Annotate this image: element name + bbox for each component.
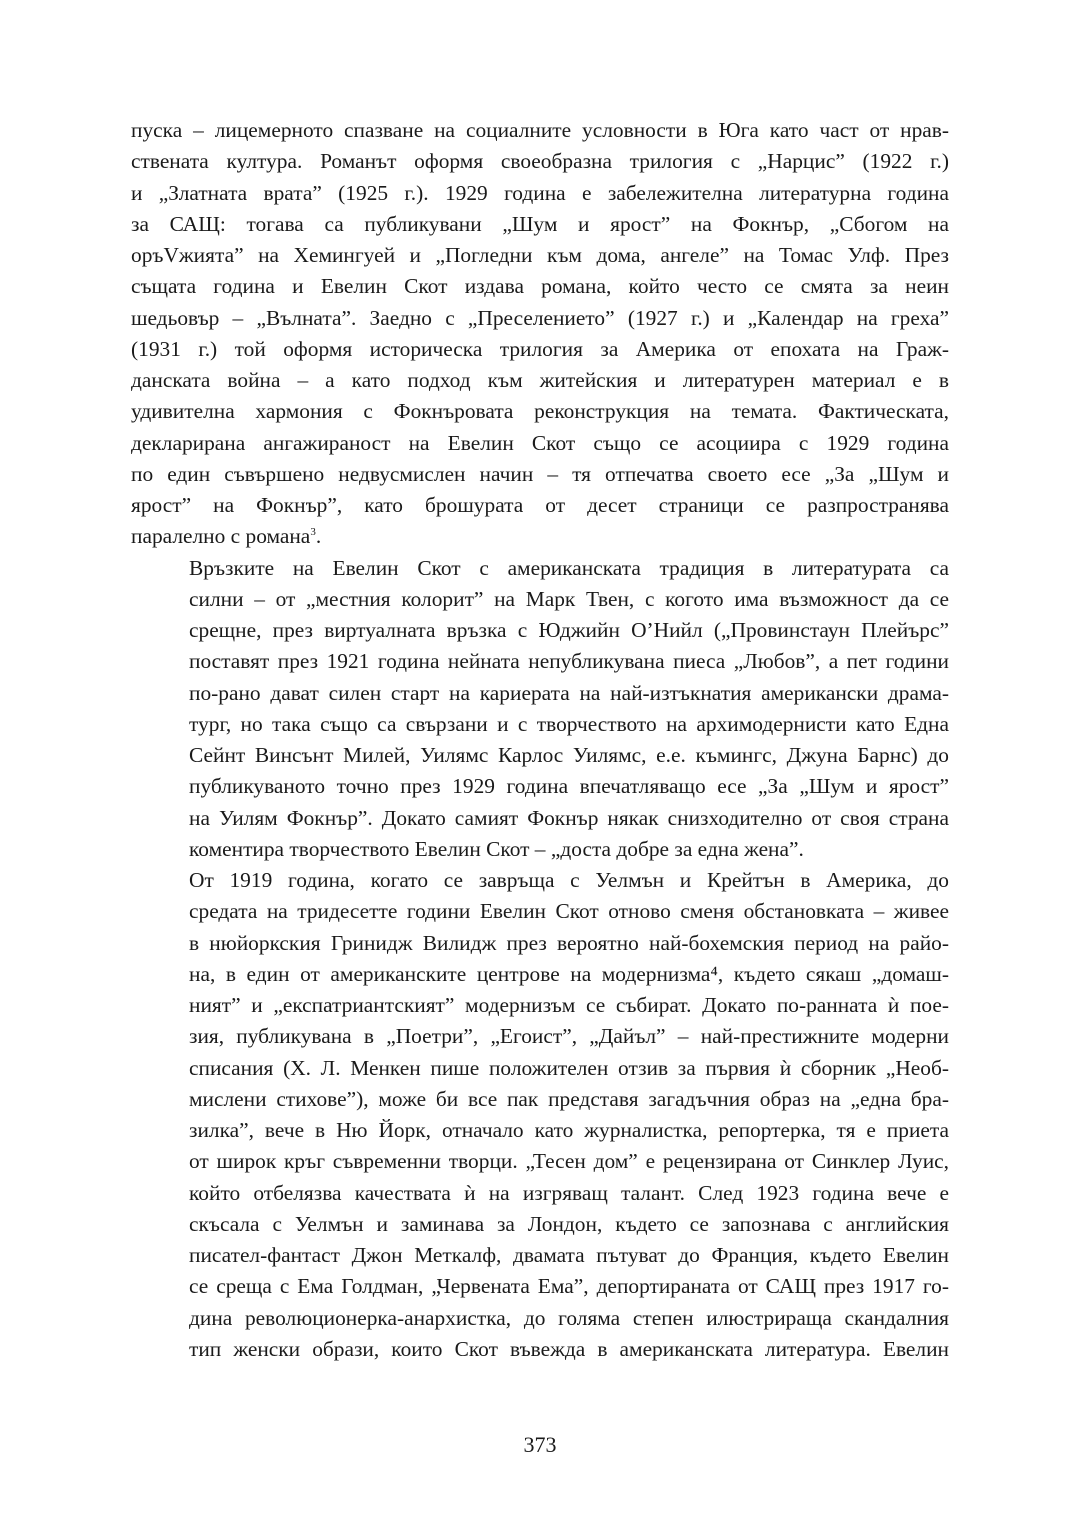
text-line: на Уилям Фокнър”. Докато самият Фокнър някак снизходително от своя страна xyxy=(189,805,949,830)
text-line: по-рано дават силен старт на кариерата на най-изтъкнатия американски драма- xyxy=(189,680,949,705)
text-line: в нюйоркския Гринидж Вилидж през вероятно най-бохемския период на райо- xyxy=(189,930,949,955)
text-line: тург, но така също са свързани и с творчеството на архимодернисти като Една xyxy=(189,711,949,736)
text-line: и „Златната врата” (1925 г.). 1929 година е забележителна литературна година xyxy=(131,180,949,205)
page-number: 373 xyxy=(523,1432,557,1457)
text-line: същата година и Евелин Скот издава романа, който често се смята за неин xyxy=(131,274,949,299)
text-line: който отбелязва качествата ѝ на изгряващ талант. След 1923 година вече е xyxy=(189,1180,949,1205)
text-line: зилка”, вече в Ню Йорк, отначало като журналистка, репортерка, тя е приета xyxy=(189,1118,949,1142)
text-line: от широк кръг съвременни творци. „Тесен дом” е рецензирана от Синклер Луис, xyxy=(189,1149,949,1174)
text-line: данската война – а като подход към житейския и литературен материал е в xyxy=(131,368,949,392)
footnote-marker[interactable]: 3 xyxy=(310,526,316,539)
text-line: ният” и „експатриантският” модернизъм се събират. Докато по-ранната ѝ пое- xyxy=(189,993,949,1017)
text-line: ярост” на Фокнър”, като брошурата от десет страници се разпространява xyxy=(131,493,949,517)
text-line: силни – от „местния колорит” на Марк Твен, с когото има възможност да се xyxy=(189,586,949,611)
text-line: шедьовър – „Вълната”. Заедно с „Преселението” (1927 г.) и „Календар на греха” xyxy=(131,305,949,330)
text-line: по един съвършено недвусмислен начин – тя отпечатва своето есе „За „Шум и xyxy=(131,461,949,486)
text-line: срещне, през виртуалната връзка с Юджийн О’Нийл („Провинстаун Плейърс” xyxy=(189,618,949,642)
text-fragment: паралелно с романа xyxy=(131,524,311,549)
paragraph-2 xyxy=(131,553,949,866)
text-line: удивителна хармония с Фокнъровата реконструкция на темата. Фактическата, xyxy=(131,399,949,424)
text-line: оръVжията” на Хемингуей и „Погледни към дома, ангеле” на Томас Улф. През xyxy=(131,243,949,267)
text-line xyxy=(131,521,949,552)
text-line: дина революционерка-анархистка, до голяма степен илюстрираща скандалния xyxy=(189,1305,949,1330)
text-line: ствената култура. Романът оформя своеобразна трилогия с „Нарцис” (1922 г.) xyxy=(131,149,949,174)
text-line: поставят през 1921 година нейната непубликувана пиеса „Любов”, а пет години xyxy=(189,649,949,674)
text-fragment: . xyxy=(315,524,322,549)
text-line: списания (Х. Л. Менкен пише положителен отзив за първия ѝ сборник „Необ- xyxy=(189,1055,949,1080)
text-line: мислени стихове”), може би все пак представя загадъчния образ на „една бра- xyxy=(189,1086,949,1111)
text-line: на, в един от американските центрове на модернизма⁴, където сякаш „домаш- xyxy=(189,961,949,986)
paragraph-3 xyxy=(131,865,949,1365)
text-line: коментира творчеството Евелин Скот – „доста добре за една жена”. xyxy=(189,836,804,861)
text-line: скъсала с Уелмън и заминава за Лондон, където се запознава с английския xyxy=(189,1211,949,1236)
paragraph-1 xyxy=(131,115,949,553)
text-line: Връзките на Евелин Скот с американската традиция в литературата са xyxy=(189,555,949,580)
text-line: тип женски образи, които Скот въвежда в американската литература. Евелин xyxy=(189,1336,949,1361)
text-line: (1931 г.) той оформя историческа трилогия за Америка от епохата на Граж- xyxy=(131,336,949,361)
text-line: писател-фантаст Джон Меткалф, двамата пътуват до Франция, където Евелин xyxy=(189,1243,949,1267)
text-line: От 1919 година, когато се завръща с Уелмън и Крейтън в Америка, до xyxy=(189,868,949,892)
text-line: пуска – лицемерното спазване на социалните условности в Юга като част от нрав- xyxy=(131,118,949,142)
text-line: за САЩ: тогава са публикувани „Шум и ярост” на Фокнър, „Сбогом на xyxy=(131,211,949,236)
text-line: средата на тридесетте години Евелин Скот отново сменя обстановката – живее xyxy=(189,899,949,924)
text-line: се среща с Ема Голдман, „Червената Ема”, депортираната от САЩ през 1917 го- xyxy=(189,1274,949,1299)
body-text xyxy=(131,115,949,1365)
text-line: декларирана ангажираност на Евелин Скот също се асоциира с 1929 година xyxy=(131,430,949,455)
text-line: Сейнт Винсънт Милей, Уилямс Карлос Уилямс, е.е. къмингс, Джуна Барнс) до xyxy=(189,743,949,767)
text-line: публикуваното точно през 1929 година впечатляващо есе „За „Шум и ярост” xyxy=(189,774,949,799)
text-line: зия, публикувана в „Поетри”, „Егоист”, „Дайъл” – най-престижните модерни xyxy=(189,1024,949,1049)
